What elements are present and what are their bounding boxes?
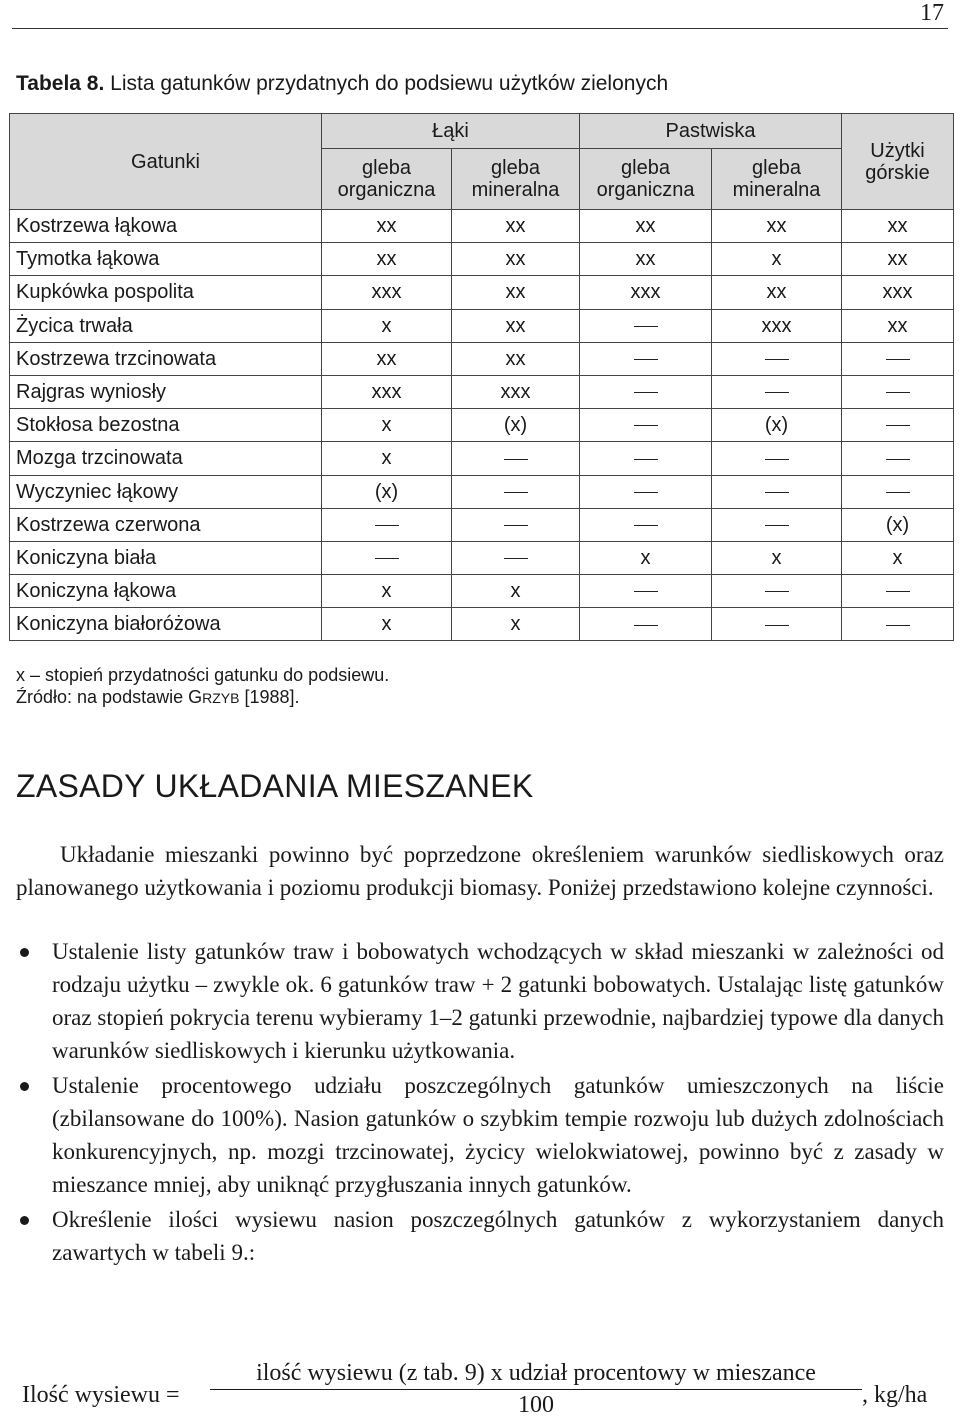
dash-mark xyxy=(765,492,789,493)
dash-mark xyxy=(886,425,910,426)
suitability-cell: xx xyxy=(580,210,712,243)
suitability-cell: x xyxy=(322,442,452,475)
suitability-cell: xxx xyxy=(842,276,954,309)
suitability-cell xyxy=(580,508,712,541)
suitability-cell xyxy=(842,575,954,608)
suitability-cell: xx xyxy=(842,210,954,243)
header-mountain: Użytki górskie xyxy=(842,114,954,210)
source-smallcaps: RZYB xyxy=(202,690,240,706)
suitability-cell: x xyxy=(322,608,452,641)
page-number: 17 xyxy=(920,0,944,26)
suitability-cell: xxx xyxy=(580,276,712,309)
seeding-formula xyxy=(16,1360,944,1424)
bullet-item xyxy=(16,1203,944,1269)
dash-mark xyxy=(886,625,910,626)
dash-mark xyxy=(634,591,658,592)
header-meadows-organic: gleba organiczna xyxy=(322,149,452,210)
suitability-cell: x xyxy=(842,541,954,574)
species-table xyxy=(9,113,954,641)
table-caption-text: Lista gatunków przydatnych do podsiewu użytków zielonych xyxy=(104,72,669,95)
suitability-cell xyxy=(580,608,712,641)
suitability-cell xyxy=(452,475,580,508)
suitability-cell xyxy=(842,608,954,641)
intro-paragraph: Układanie mieszanki powinno być poprzedzone określeniem warunków siedliskowych oraz planowanego użytkowania i poziomu produkcji biomasy. Poniżej przedstawiono kolejne czynności. xyxy=(16,842,944,900)
suitability-cell xyxy=(842,409,954,442)
suitability-cell: xxx xyxy=(322,375,452,408)
dash-mark xyxy=(375,558,399,559)
table-row xyxy=(10,541,954,574)
suitability-cell: xx xyxy=(322,210,452,243)
suitability-cell: xx xyxy=(452,210,580,243)
suitability-cell: xx xyxy=(452,309,580,342)
source-prefix: Źródło: na podstawie G xyxy=(16,687,203,707)
header-rule xyxy=(12,28,948,29)
dash-mark xyxy=(886,459,910,460)
table-body xyxy=(10,210,954,641)
bullet-text: Ustalenie listy gatunków traw i bobowatych wchodzących w skład mieszanki w zależności od rodzaju użytku – zwykle ok. 6 gatunków traw + 2 gatunki bobowatych. Ustalając listę gatunków oraz stopień pokrycia terenu wybieramy 1–2 gatunki przewodnie, najbardziej typowe dla danych warunków siedliskowych i kierunku użytkowania. xyxy=(52,939,944,1063)
suitability-cell xyxy=(322,508,452,541)
species-name: Kostrzewa trzcinowata xyxy=(10,342,322,375)
suitability-cell xyxy=(580,342,712,375)
suitability-cell xyxy=(452,508,580,541)
suitability-cell xyxy=(322,541,452,574)
suitability-cell: xx xyxy=(842,309,954,342)
suitability-cell xyxy=(452,541,580,574)
suitability-cell: xx xyxy=(452,243,580,276)
suitability-cell: xx xyxy=(842,243,954,276)
species-name: Kostrzewa łąkowa xyxy=(10,210,322,243)
section-title: ZASADY UKŁADANIA MIESZANEK xyxy=(16,768,534,804)
suitability-cell xyxy=(452,442,580,475)
dash-mark xyxy=(765,625,789,626)
header-row-1 xyxy=(10,114,954,149)
suitability-cell xyxy=(712,575,842,608)
dash-mark xyxy=(634,625,658,626)
suitability-cell: (x) xyxy=(712,409,842,442)
header-pastures-organic: gleba organiczna xyxy=(580,149,712,210)
table-row xyxy=(10,442,954,475)
species-name: Koniczyna łąkowa xyxy=(10,575,322,608)
table-row xyxy=(10,508,954,541)
dash-mark xyxy=(634,492,658,493)
suitability-cell: xx xyxy=(580,243,712,276)
species-name: Wyczyniec łąkowy xyxy=(10,475,322,508)
dash-mark xyxy=(375,525,399,526)
table-row xyxy=(10,210,954,243)
dash-mark xyxy=(634,392,658,393)
suitability-cell xyxy=(580,442,712,475)
header-meadows-mineral: gleba mineralna xyxy=(452,149,580,210)
suitability-cell: x xyxy=(580,541,712,574)
formula-fraction xyxy=(204,1360,868,1419)
suitability-cell: xx xyxy=(452,342,580,375)
suitability-cell xyxy=(580,475,712,508)
suitability-cell xyxy=(842,342,954,375)
suitability-cell: xx xyxy=(322,342,452,375)
bullet-dot-icon xyxy=(20,1082,29,1091)
header-pastures-mineral: gleba mineralna xyxy=(712,149,842,210)
dash-mark xyxy=(886,591,910,592)
species-name: Kostrzewa czerwona xyxy=(10,508,322,541)
dash-mark xyxy=(886,392,910,393)
table-row xyxy=(10,409,954,442)
dash-mark xyxy=(765,525,789,526)
species-name: Koniczyna białoróżowa xyxy=(10,608,322,641)
table-row xyxy=(10,342,954,375)
dash-mark xyxy=(765,591,789,592)
suitability-cell: xxx xyxy=(322,276,452,309)
suitability-cell xyxy=(712,342,842,375)
suitability-cell: x xyxy=(322,309,452,342)
formula-denominator: 100 xyxy=(518,1392,554,1418)
dash-mark xyxy=(765,392,789,393)
suitability-cell: x xyxy=(322,575,452,608)
table-row xyxy=(10,243,954,276)
dash-mark xyxy=(634,359,658,360)
table-row xyxy=(10,309,954,342)
suitability-cell xyxy=(712,442,842,475)
suitability-cell xyxy=(580,309,712,342)
table-caption-label: Tabela 8. xyxy=(16,72,105,95)
suitability-cell: xxx xyxy=(452,375,580,408)
dash-mark xyxy=(886,359,910,360)
bullet-item xyxy=(16,935,944,1067)
dash-mark xyxy=(634,525,658,526)
suitability-cell xyxy=(712,508,842,541)
legend-note: x – stopień przydatności gatunku do podsiewu. xyxy=(16,665,390,685)
suitability-cell: x xyxy=(322,409,452,442)
dash-mark xyxy=(634,459,658,460)
table-row xyxy=(10,608,954,641)
dash-mark xyxy=(886,492,910,493)
species-name: Rajgras wyniosły xyxy=(10,375,322,408)
bullet-dot-icon xyxy=(20,1216,29,1225)
bullet-list xyxy=(16,935,944,1269)
bullet-text: Ustalenie procentowego udziału poszczególnych gatunków umieszczonych na liście (zbilansowane do 100%). Nasion gatunków o szybkim tempie rozwoju lub dużych zdolnościach konkurencyjnych, np. mozgi trzcinowatej, życicy wielokwiatowej, powinno być z zasady w mieszance mniej, aby uniknąć przygłuszania innych gatunków. xyxy=(52,1073,944,1197)
table-caption xyxy=(16,72,668,96)
suitability-cell: xx xyxy=(712,276,842,309)
suitability-cell: (x) xyxy=(452,409,580,442)
suitability-cell: x xyxy=(452,608,580,641)
suitability-cell xyxy=(580,375,712,408)
suitability-cell: x xyxy=(452,575,580,608)
table-row xyxy=(10,375,954,408)
source-suffix: [1988]. xyxy=(239,687,300,707)
bullet-dot-icon xyxy=(20,948,29,957)
dash-mark xyxy=(504,525,528,526)
dash-mark xyxy=(634,326,658,327)
dash-mark xyxy=(634,425,658,426)
suitability-cell xyxy=(580,575,712,608)
suitability-cell: xx xyxy=(322,243,452,276)
species-name: Koniczyna biała xyxy=(10,541,322,574)
species-name: Kupkówka pospolita xyxy=(10,276,322,309)
species-name: Mozga trzcinowata xyxy=(10,442,322,475)
source-note xyxy=(16,686,389,709)
dash-mark xyxy=(504,492,528,493)
header-pastures: Pastwiska xyxy=(580,114,842,149)
suitability-cell: xx xyxy=(712,210,842,243)
suitability-cell: x xyxy=(712,243,842,276)
dash-mark xyxy=(765,359,789,360)
bullet-item xyxy=(16,1069,944,1201)
suitability-cell xyxy=(712,608,842,641)
species-name: Tymotka łąkowa xyxy=(10,243,322,276)
formula-numerator: ilość wysiewu (z tab. 9) x udział procentowy w mieszance xyxy=(256,1360,816,1386)
suitability-cell xyxy=(712,475,842,508)
bullet-text: Określenie ilości wysiewu nasion poszczególnych gatunków z wykorzystaniem danych zawartych w tabeli 9.: xyxy=(52,1207,944,1265)
suitability-cell: x xyxy=(712,541,842,574)
suitability-cell xyxy=(580,409,712,442)
suitability-cell xyxy=(842,442,954,475)
formula-rhs: , kg/ha xyxy=(862,1382,928,1408)
suitability-cell xyxy=(842,475,954,508)
suitability-cell: xxx xyxy=(712,309,842,342)
species-name: Życica trwała xyxy=(10,309,322,342)
table-row xyxy=(10,475,954,508)
table-row xyxy=(10,276,954,309)
dash-mark xyxy=(504,459,528,460)
dash-mark xyxy=(765,459,789,460)
header-meadows: Łąki xyxy=(322,114,580,149)
suitability-cell xyxy=(712,375,842,408)
suitability-cell: xx xyxy=(452,276,580,309)
formula-lhs: Ilość wysiewu = xyxy=(22,1382,180,1408)
suitability-cell: (x) xyxy=(842,508,954,541)
species-name: Stokłosa bezostna xyxy=(10,409,322,442)
dash-mark xyxy=(504,558,528,559)
suitability-cell xyxy=(842,375,954,408)
suitability-cell: (x) xyxy=(322,475,452,508)
table-row xyxy=(10,575,954,608)
header-species: Gatunki xyxy=(10,114,322,210)
table-notes xyxy=(16,664,389,709)
